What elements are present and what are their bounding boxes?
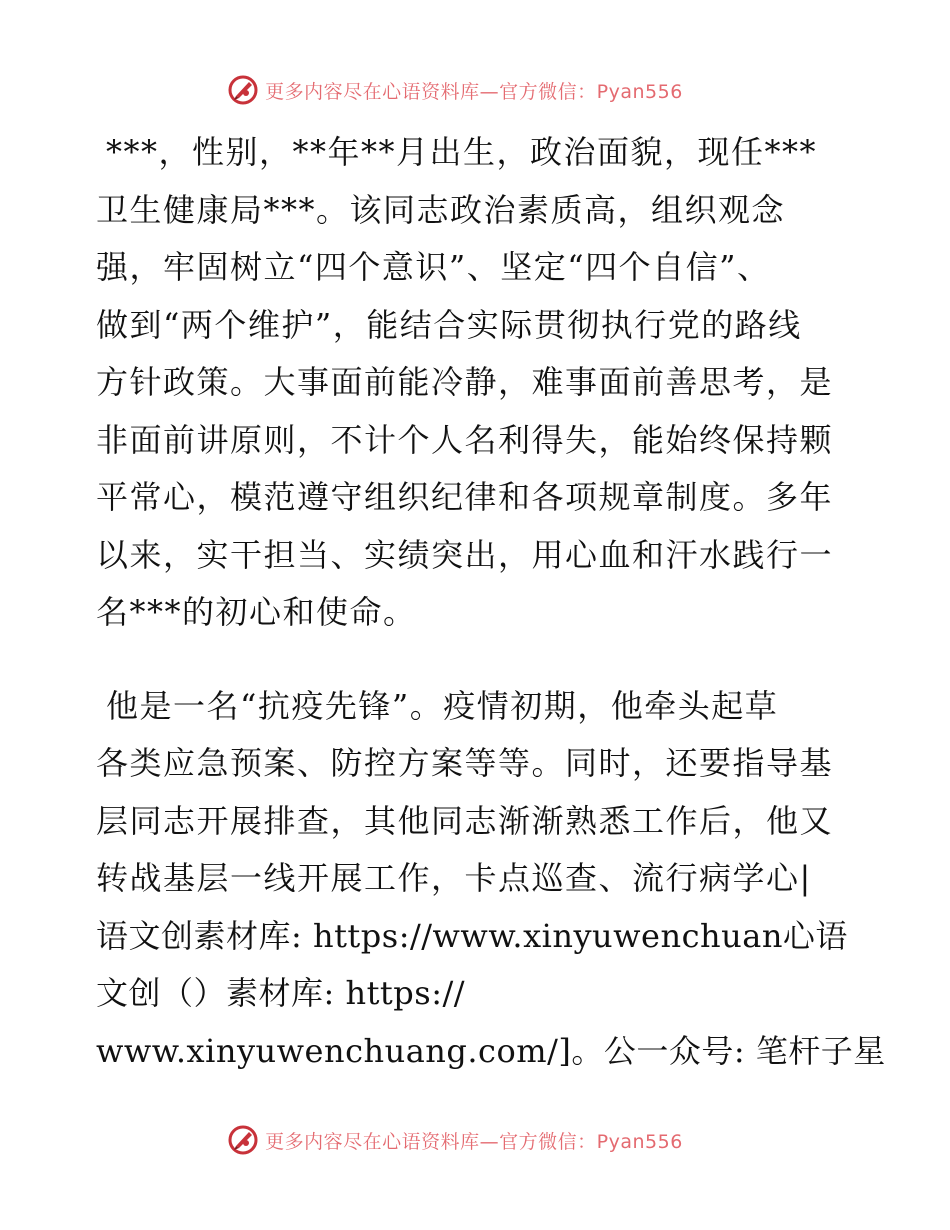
paragraph-gap: [96, 642, 856, 678]
quill-seal-icon: [227, 74, 259, 106]
text-line: 他是一名“抗疫先锋”。疫情初期，他牵头起草: [106, 686, 779, 725]
quill-seal-icon: [227, 1124, 259, 1156]
text-line: www.xinyuwenchuang.com/]。公一众号: 笔杆子星: [96, 1031, 886, 1070]
text-line: 平常心，模范遵守组织纪律和各项规章制度。多年: [96, 478, 834, 516]
text-line: 做到“两个维护”，能结合实际贯彻执行党的路线: [96, 305, 802, 344]
text-line: 非面前讲原则，不计个人名利得失，能始终保持颗: [96, 420, 834, 459]
text-line: 文创（）素材库: https://: [96, 974, 466, 1012]
text-line: 强，牢固树立“四个意识”、坚定“四个自信”、: [96, 248, 771, 286]
footer-banner: [0, 1120, 950, 1160]
text-line: 各类应急预案、防控方案等等。同时，还要指导基: [96, 744, 834, 782]
text-line: 名***的初心和使命。: [96, 593, 417, 631]
text-line: 层同志开展排查，其他同志渐渐熟悉工作后，他又: [96, 801, 834, 840]
paragraph-2: [96, 678, 886, 1081]
text-line: 语文创素材库: https://www.xinyuwenchuan心语: [96, 916, 848, 955]
footer-banner-text: 更多内容尽在心语资料库—官方微信：Pyan556: [265, 1130, 683, 1153]
header-banner-text: 更多内容尽在心语资料库—官方微信：Pyan556: [265, 80, 683, 103]
text-line: 转战基层一线开展工作，卡点巡查、流行病学心|: [96, 859, 812, 897]
text-line: 以来，实干担当、实绩突出，用心血和汗水践行一: [96, 535, 834, 574]
document-body: [96, 124, 886, 1080]
paragraph-1: [96, 124, 856, 642]
text-line: ***，性别，**年**月出生，政治面貌，现任***: [106, 133, 818, 171]
header-banner: [0, 70, 950, 110]
text-line: 卫生健康局***。该同志政治素质高，组织观念: [96, 190, 786, 229]
text-line: 方针政策。大事面前能冷静，难事面前善思考，是: [96, 363, 834, 401]
